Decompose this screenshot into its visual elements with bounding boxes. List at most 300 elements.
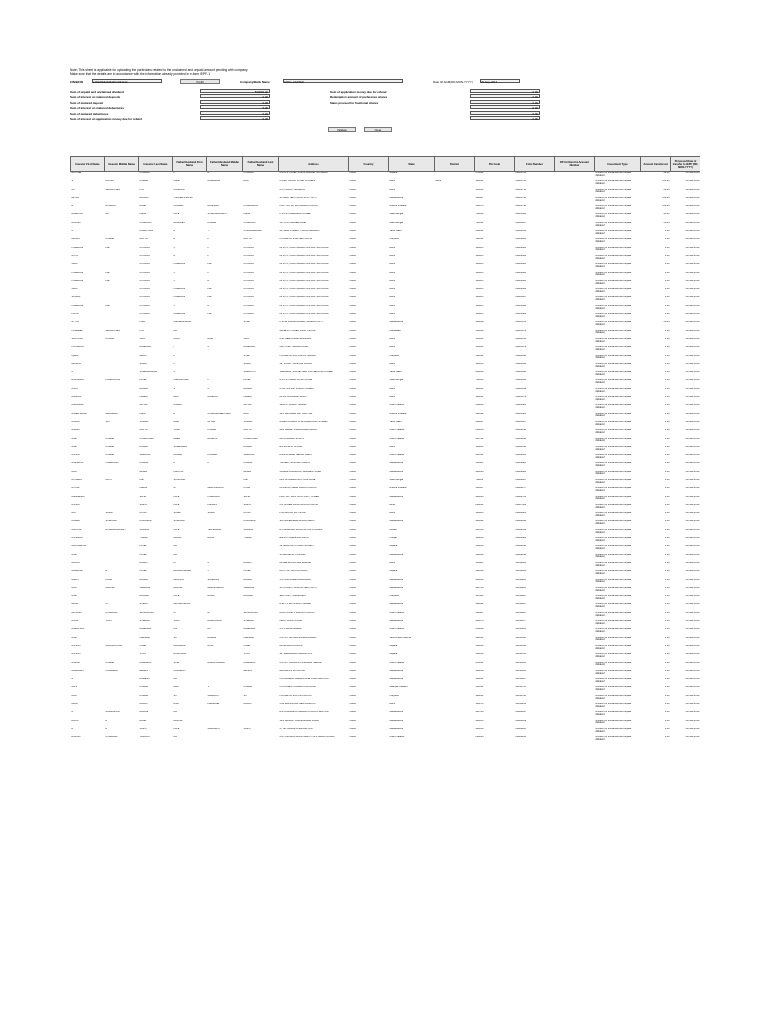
table-cell: 3.00	[664, 595, 670, 598]
table-cell: Amount for unclaimed and unpaid dividend	[595, 271, 632, 277]
table-cell: 3.00	[664, 578, 670, 581]
table-cell: ANITA	[71, 620, 79, 623]
table-cell	[105, 313, 139, 321]
table-cell: RANA	[139, 719, 147, 722]
table-cell: Amount for unclaimed and unpaid dividend	[595, 487, 632, 493]
table-cell: 00001867	[515, 296, 527, 299]
table-cell	[207, 711, 243, 719]
table-cell: Gujarat	[389, 644, 398, 647]
table-cell: 00001878	[515, 337, 527, 340]
table-cell: Amount for unclaimed and unpaid dividend	[595, 586, 632, 592]
table-cell	[435, 313, 475, 321]
table-cell: 1-5 LOKHANDE WALDWAIDI	[279, 578, 312, 581]
table-cell: ANAND	[71, 520, 80, 523]
table-cell: 128/157 LAJPAT NAGAR	[279, 404, 307, 407]
table-cell: Amount for unclaimed and unpaid dividend	[595, 711, 632, 717]
prefill-button[interactable]: Prefill	[180, 79, 220, 84]
table-cell: ANIL	[71, 437, 77, 440]
table-cell	[555, 736, 595, 744]
table-cell: 3.00	[664, 478, 670, 481]
table-cell: INDIA	[349, 171, 356, 174]
table-row	[71, 454, 701, 462]
table-cell: Amount for unclaimed and unpaid dividend	[595, 669, 632, 675]
table-cell: INDIA	[349, 644, 356, 647]
table-cell: 29-Nov-2018	[685, 537, 700, 540]
table-row	[71, 662, 701, 670]
table-cell	[555, 678, 595, 686]
table-cell	[435, 529, 475, 537]
table-cell: OSBA	[139, 644, 147, 647]
right_fields-value-2[interactable]: 0.00	[470, 100, 540, 104]
table-cell	[105, 288, 139, 296]
table-cell: LAL	[207, 288, 212, 291]
table-cell: S	[173, 387, 176, 390]
table-cell: 00011837	[515, 678, 526, 681]
table-cell: KUMAR	[139, 686, 149, 689]
table-cell: Tamil Nadu	[389, 420, 402, 423]
table-cell: GUPTA	[243, 238, 252, 241]
table-cell	[435, 595, 475, 603]
table-row	[71, 670, 701, 678]
table-cell: LAL	[207, 263, 212, 266]
table-cell	[435, 512, 475, 520]
table-cell	[435, 413, 475, 421]
table-cell: INDIA	[349, 512, 356, 515]
table-cell: 29-Nov-2018	[685, 279, 700, 282]
table-cell: M	[173, 611, 176, 614]
table-cell	[435, 487, 475, 495]
right_fields-value-3[interactable]: 0.00	[470, 105, 540, 109]
table-cell: 29-Nov-2018	[685, 545, 700, 548]
table-cell	[555, 554, 595, 562]
table-cell: INDIA	[349, 703, 356, 705]
table-cell: TANDON	[139, 736, 150, 739]
left_fields-value-1[interactable]: 0.00	[200, 94, 270, 98]
left_fields-value-0[interactable]: 560683.00	[200, 89, 270, 93]
table-cell: PRASAD	[173, 205, 184, 208]
right_fields-value-0[interactable]: 0.00	[470, 89, 540, 93]
table-cell	[555, 537, 595, 545]
table-row	[71, 172, 701, 181]
table-cell: Amount for unclaimed and unpaid dividend	[595, 694, 632, 700]
table-cell: CHAUDHARY	[139, 437, 155, 440]
table-cell: SHAH	[243, 321, 251, 324]
table-cell: Amount for unclaimed and unpaid dividend	[595, 454, 632, 459]
table-row	[71, 562, 701, 570]
table-cell: Delhi	[389, 703, 395, 705]
column-header: Proposed Date of transfer to IEPF (DD-MON-YYYY)	[671, 157, 701, 172]
table-cell: 3.00	[664, 387, 670, 390]
table-cell: Amount for unclaimed and unpaid dividend	[595, 288, 632, 293]
table-cell	[435, 263, 475, 271]
table-cell: 29-Nov-2018	[685, 354, 700, 357]
date-field[interactable]: 29-Sep-2017	[480, 79, 520, 83]
table-cell	[105, 263, 139, 271]
table-cell: 286005	[475, 736, 484, 739]
left_fields-label-0: Sum of unpaid and unclaimed dividend	[70, 90, 124, 94]
table-cell: 122001	[475, 354, 484, 357]
table-cell: INDIA	[349, 188, 356, 191]
table-row	[71, 280, 701, 288]
table-cell	[207, 363, 243, 371]
right_fields-value-5[interactable]: 0.00	[470, 116, 540, 120]
validate-button[interactable]: Validate	[328, 127, 356, 132]
table-cell: Gujarat	[389, 171, 398, 174]
table-cell: 00011120	[515, 611, 526, 614]
table-cell	[435, 570, 475, 578]
table-cell: 33A, VIJAY NAGAR ROAD	[279, 346, 309, 349]
table-cell: ANIL	[71, 595, 77, 598]
table-cell: INDIA	[349, 304, 356, 307]
table-cell: Amount for unclaimed and unpaid dividend	[595, 188, 632, 194]
table-cell: 3.00	[664, 669, 670, 672]
table-cell: SANDRAS	[207, 578, 220, 581]
table-row	[71, 711, 701, 719]
table-cell	[105, 230, 139, 238]
table-cell	[243, 189, 279, 197]
table-cell: CHOPRA	[243, 288, 254, 291]
table-cell: Uttar Pradesh	[389, 736, 405, 739]
table-cell: CHOPRA	[139, 271, 150, 274]
table-cell: INDIA	[349, 661, 356, 664]
table-cell: M	[105, 603, 108, 606]
table-cell: HARBANS	[173, 296, 186, 299]
table-cell: VIJAY	[105, 620, 112, 623]
table-cell	[555, 421, 595, 429]
table-cell: 28 B 74, TILAK NAGAR OLD ROHTAK ROAD	[279, 304, 329, 307]
column-header: Investment Type	[595, 157, 641, 172]
table-cell: PALA	[139, 412, 146, 415]
table-cell: M	[207, 611, 210, 614]
table-cell	[555, 296, 595, 304]
table-cell	[555, 346, 595, 354]
table-cell: AP-83 SHALIMAR BAGH	[279, 396, 307, 399]
table-cell: NA	[173, 678, 177, 681]
table-cell	[435, 711, 475, 719]
table-cell: INDIA	[349, 420, 356, 423]
table-cell: 00011308	[515, 636, 526, 639]
table-cell: Andhra Pradesh	[389, 412, 407, 415]
table-cell: INDIA	[349, 230, 356, 233]
table-cell	[435, 504, 475, 512]
table-cell: 125101	[475, 595, 484, 598]
table-cell: ANNA	[139, 205, 147, 208]
table-cell: 600007	[475, 420, 484, 423]
table-cell: KUMAR	[207, 429, 217, 432]
table-cell: VYAS	[243, 653, 250, 656]
table-cell: 29-Nov-2018	[685, 595, 700, 598]
table-cell	[435, 653, 475, 661]
table-cell: 3.00	[664, 727, 670, 730]
table-cell: 110063	[475, 512, 484, 515]
column-header: Father/Husband First Name	[173, 157, 207, 172]
table-cell: 380013	[475, 644, 484, 647]
table-cell: Punjab	[389, 537, 397, 540]
table-row	[71, 247, 701, 255]
table-cell	[555, 645, 595, 653]
table-cell: INDIA	[349, 362, 356, 365]
table-cell: MAKHAN	[173, 578, 184, 581]
table-cell	[207, 446, 243, 454]
table-cell: 3.00	[664, 561, 670, 564]
table-cell: VINAY	[173, 429, 181, 432]
table-cell: 30.00	[663, 221, 670, 224]
investor-table	[70, 156, 700, 744]
table-cell: 29-Nov-2018	[685, 561, 700, 564]
table-cell	[207, 371, 243, 379]
table-cell	[435, 603, 475, 611]
table-cell	[105, 504, 139, 512]
table-cell: ANIL	[71, 553, 77, 556]
table-cell: AJAY	[71, 694, 78, 697]
table-cell: 29-Nov-2018	[685, 586, 700, 589]
right_fields-value-1[interactable]: 0.00	[470, 94, 540, 98]
table-cell: 00060039	[515, 719, 527, 722]
table-cell	[435, 230, 475, 238]
table-cell: HARBANS	[173, 263, 186, 266]
table-cell: INDIA	[349, 246, 356, 249]
table-cell: 29-Nov-2018	[685, 246, 700, 249]
table-cell: ANUJ	[71, 387, 78, 390]
right_fields-value-4[interactable]: 0.00	[470, 111, 540, 115]
table-cell: 700001	[475, 221, 484, 224]
table-cell: GANESH TOWER FIRST FLOOR	[279, 329, 316, 332]
table-cell: ARVIND	[173, 719, 183, 722]
table-cell: B	[105, 727, 108, 730]
table-cell: Jammu and Kashmir	[389, 636, 412, 639]
table-cell	[555, 363, 595, 371]
table-cell	[105, 703, 139, 711]
table-cell: SURENDRA	[173, 445, 187, 448]
table-cell	[555, 520, 595, 528]
table-cell: 400067	[475, 196, 484, 199]
table-cell: BEHAN	[243, 669, 252, 672]
table-cell: 144004	[475, 537, 484, 540]
table-cell: LAKE	[173, 180, 180, 183]
table-cell: AGRAWAL	[139, 661, 152, 664]
table-cell: KUMAR	[139, 694, 149, 697]
table-cell	[207, 355, 243, 363]
table-cell: 29-Nov-2018	[685, 304, 700, 307]
table-cell: INDIA	[349, 288, 356, 291]
table-cell: LAMBA	[139, 396, 148, 399]
table-cell: NICKI	[173, 337, 180, 340]
table-cell	[207, 603, 243, 611]
table-cell: Amount for unclaimed and unpaid dividend	[595, 180, 632, 186]
table-cell	[435, 720, 475, 728]
table-cell: INDIA	[349, 329, 356, 332]
table-cell: INDIA	[349, 727, 356, 730]
table-cell: 3.00	[664, 736, 670, 739]
table-cell: 00011760	[515, 694, 526, 697]
table-cell: Amount for unclaimed and unpaid dividend	[595, 304, 632, 310]
table-cell: Amount for unclaimed and unpaid dividend	[595, 337, 632, 343]
table-cell: TRIVENI, 30 BHAGYODAYA	[279, 462, 310, 465]
table-cell: 3.00	[664, 537, 670, 540]
table-cell: SINGH	[139, 362, 148, 365]
table-cell	[435, 670, 475, 678]
table-cell: 00001865	[515, 279, 527, 282]
table-cell: PATEL	[139, 570, 147, 573]
table-cell: 29-Nov-2018	[685, 429, 700, 432]
table-cell: C	[173, 371, 176, 374]
table-cell	[435, 695, 475, 703]
table-cell: ATTYA	[71, 321, 79, 324]
table-cell	[207, 653, 243, 661]
table-cell	[555, 628, 595, 636]
table-cell: SHARMA	[243, 620, 254, 623]
table-cell: SH	[173, 694, 177, 697]
left_fields-value-2[interactable]: 0.00	[200, 100, 270, 104]
table-cell: CHAUDHARY	[243, 437, 259, 440]
clear-button[interactable]: Clear	[364, 127, 392, 132]
table-cell: MISRA	[139, 470, 148, 473]
table-cell: THAKERSHIBHAI	[173, 196, 193, 199]
table-cell	[105, 686, 139, 694]
left_fields-value-5[interactable]: 0.00	[200, 116, 270, 120]
table-cell: PLOT NO 18, SRI NAGAR COLONY	[279, 205, 319, 208]
table-cell	[435, 338, 475, 346]
table-cell	[105, 429, 139, 437]
table-row	[71, 288, 701, 296]
table-cell: Uttar Pradesh	[389, 661, 405, 664]
table-cell: 110005	[475, 254, 484, 257]
table-cell: D-5 ALDRINDI ROAD WHITE CONVENT	[279, 528, 324, 531]
table-cell: 3.00	[664, 503, 670, 506]
table-cell: 29-Nov-2018	[685, 711, 700, 714]
table-cell: ASHISH	[71, 644, 81, 647]
company-field[interactable]: IVRCL LIMITED	[283, 79, 403, 83]
table-cell: Amount for unclaimed and unpaid dividend	[595, 420, 632, 426]
table-cell: 208005	[475, 404, 484, 407]
table-cell: 110005	[475, 304, 484, 307]
table-cell: RATHNE	[71, 171, 82, 174]
table-cell: 28 B 74, TILAK NAGAR OLD ROHTAK ROAD	[279, 246, 329, 249]
table-cell: SOUMA	[71, 296, 81, 299]
table-cell: ARYA NAGAR SHOPS	[279, 437, 304, 440]
table-cell	[555, 653, 595, 661]
table-cell: 3.00	[664, 346, 670, 349]
table-cell: KOHLI	[139, 512, 147, 515]
table-cell: 500457	[475, 487, 484, 490]
table-cell: CHOPRA	[243, 304, 254, 307]
table-cell: E/2/34 YOGESHPAL ASHA	[279, 537, 309, 540]
table-cell: C	[207, 346, 210, 349]
table-cell: Kerala	[389, 528, 397, 531]
table-cell	[435, 330, 475, 338]
table-cell	[555, 496, 595, 504]
table-cell: LAL	[105, 271, 110, 274]
table-cell: INDIA	[349, 545, 356, 548]
table-cell: 400602	[475, 603, 484, 606]
table-cell	[105, 404, 139, 412]
table-cell	[435, 205, 475, 213]
left_fields-value-3[interactable]: 0.00	[200, 105, 270, 109]
table-cell	[435, 728, 475, 736]
table-cell: JOSHI	[139, 727, 147, 730]
table-cell: 28 B 74, TILAK NAGAR OLD ROHTAK ROAD	[279, 313, 329, 316]
table-cell: 29-Nov-2018	[685, 611, 700, 614]
table-cell: VIJAY	[173, 620, 180, 623]
left_fields-value-4[interactable]: 0.00	[200, 111, 270, 115]
table-cell: Maharashtra	[389, 719, 403, 722]
table-cell: F	[173, 354, 175, 357]
table-cell	[105, 695, 139, 703]
table-cell: 3.00	[664, 719, 670, 722]
table-cell	[435, 197, 475, 205]
table-cell: 12 SIDDHARTH PARK SOCIETY	[279, 545, 315, 548]
table-cell: 201/4, GOLD STAND	[279, 620, 303, 623]
table-cell	[105, 346, 139, 354]
table-cell: 29-Nov-2018	[685, 379, 700, 382]
table-cell	[435, 355, 475, 363]
table-cell	[105, 545, 139, 553]
table-cell	[555, 504, 595, 512]
table-cell: M-1/2 ROAD 1 MAHAN COLONY	[279, 611, 316, 614]
table-cell: 00001863	[515, 263, 527, 266]
table-cell: Maharashtra	[389, 586, 403, 589]
table-cell: 452001	[475, 686, 484, 689]
table-cell: 680519	[475, 528, 484, 531]
table-cell: Maharashtra	[389, 196, 403, 199]
table-cell: 00002083	[515, 462, 527, 465]
table-cell: 37 SK ONGAR BHAVANA, BNT	[279, 727, 314, 730]
table-cell: 3.00	[664, 462, 670, 465]
table-cell: Maharashtra	[389, 553, 403, 556]
table-cell: 00001866	[515, 288, 527, 291]
table-cell: Amount for unclaimed and unpaid dividend	[595, 412, 632, 418]
table-cell	[105, 371, 139, 379]
table-cell: KUMAR	[139, 180, 149, 183]
table-cell: 150.00	[662, 196, 670, 199]
table-cell: 3.00	[664, 288, 670, 291]
table-cell: 400080	[475, 553, 484, 556]
table-cell	[435, 305, 475, 313]
table-cell: Uttar Pradesh	[389, 628, 405, 631]
table-cell: 29-Nov-2018	[685, 578, 700, 581]
table-cell: Delhi	[389, 512, 395, 515]
table-cell: 400088	[475, 321, 484, 324]
table-cell	[435, 363, 475, 371]
table-cell: Haryana	[389, 694, 399, 697]
table-cell: Amount for unclaimed and unpaid dividend	[595, 221, 632, 227]
table-cell: JAIN	[139, 337, 145, 340]
table-cell	[435, 172, 475, 181]
table-cell: INDIA	[349, 437, 356, 440]
table-cell: KUMAR	[105, 661, 115, 664]
table-row	[71, 197, 701, 205]
table-cell	[435, 247, 475, 255]
table-cell: Amount for unclaimed and unpaid dividend	[595, 595, 632, 600]
column-header: Address	[279, 157, 349, 172]
table-cell: INDIA	[349, 354, 356, 357]
table-cell: 29-Nov-2018	[685, 329, 700, 332]
table-cell: 380018	[475, 653, 484, 656]
cin-field[interactable]: L45200MH1991PLC061142	[92, 79, 162, 83]
table-cell: 00001862	[515, 254, 527, 257]
table-cell: Uttar Pradesh	[389, 454, 405, 457]
table-cell: 00001872	[515, 329, 527, 332]
table-cell	[435, 238, 475, 246]
table-cell: NARAYAN	[71, 213, 83, 216]
table-cell: 3.00	[664, 396, 670, 399]
table-cell: 00007508	[515, 503, 527, 506]
table-row	[71, 686, 701, 694]
table-cell: Amount for unclaimed and unpaid dividend	[595, 387, 632, 393]
table-cell: Uttar Pradesh	[389, 611, 405, 614]
table-cell: BASUDEV	[173, 221, 185, 224]
table-cell: ANIL	[71, 445, 77, 448]
